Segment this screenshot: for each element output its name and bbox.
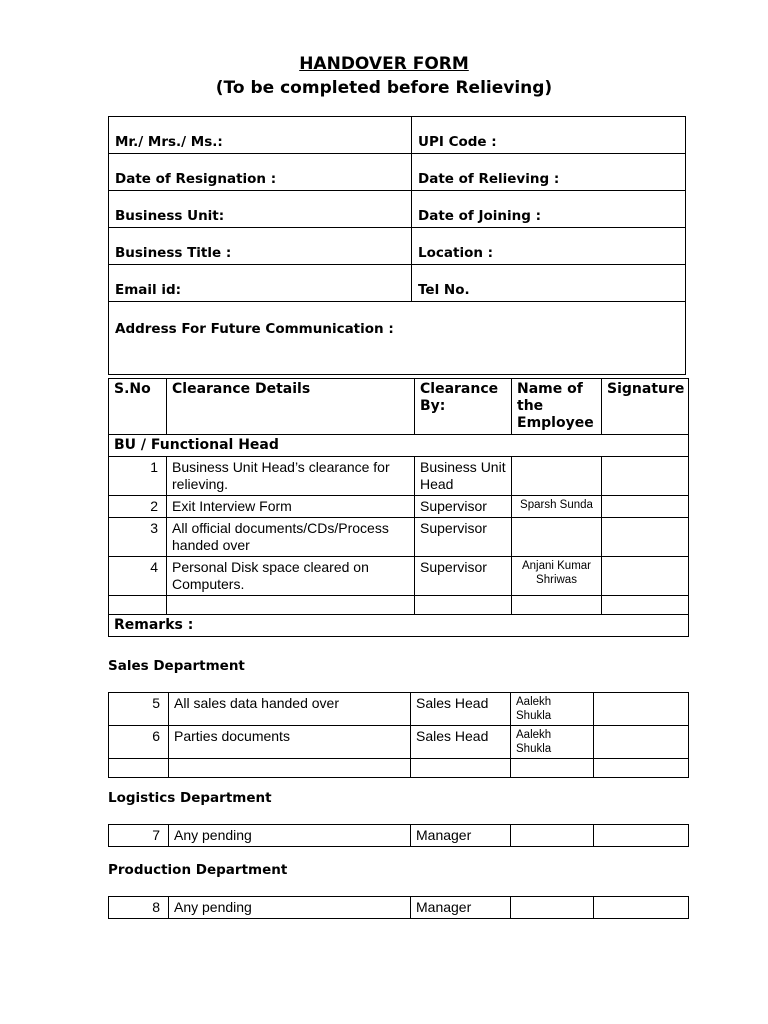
row-signature[interactable] xyxy=(594,693,689,726)
row-employee-name[interactable] xyxy=(512,457,602,496)
row-clearance-by: Sales Head xyxy=(411,726,511,759)
row-employee-name[interactable] xyxy=(511,825,594,847)
table-row xyxy=(109,693,689,726)
header-clearance-details: Clearance Details xyxy=(167,379,415,435)
table-row xyxy=(109,518,689,557)
row-sno: 1 xyxy=(109,457,167,496)
row-clearance-by: Supervisor xyxy=(415,557,512,596)
date-of-relieving-field[interactable]: Date of Relieving : xyxy=(412,154,686,191)
row-sno: 4 xyxy=(109,557,167,596)
name-field[interactable]: Mr./ Mrs./ Ms.: xyxy=(109,117,412,154)
remarks-field[interactable]: Remarks : xyxy=(109,615,689,637)
row-employee-name[interactable]: Aalekh Shukla xyxy=(511,726,594,759)
row-sno: 5 xyxy=(109,693,169,726)
row-sno: 7 xyxy=(109,825,169,847)
row-sno: 3 xyxy=(109,518,167,557)
tel-field[interactable]: Tel No. xyxy=(412,265,686,302)
row-signature[interactable] xyxy=(602,518,689,557)
row-signature[interactable] xyxy=(594,897,689,919)
form-subtitle: (To be completed before Relieving) xyxy=(215,78,553,98)
row-clearance-by: Manager xyxy=(411,897,511,919)
header-sno: S.No xyxy=(109,379,167,435)
row-details: Any pending xyxy=(169,825,411,847)
table-row xyxy=(109,825,689,847)
row-clearance-by: Sales Head xyxy=(411,693,511,726)
row-sno: 2 xyxy=(109,496,167,518)
row-clearance-by: Business Unit Head xyxy=(415,457,512,496)
row-employee-name[interactable]: Aalekh Shukla xyxy=(511,693,594,726)
row-signature[interactable] xyxy=(594,726,689,759)
table-row xyxy=(109,457,689,496)
logistics-table xyxy=(108,824,689,847)
bu-section-heading: BU / Functional Head xyxy=(109,435,689,457)
logistics-department-heading: Logistics Department xyxy=(108,790,272,806)
row-signature[interactable] xyxy=(602,557,689,596)
row-employee-name[interactable] xyxy=(512,518,602,557)
row-signature[interactable] xyxy=(594,825,689,847)
date-of-joining-field[interactable]: Date of Joining : xyxy=(412,191,686,228)
table-row-empty xyxy=(109,596,689,615)
sales-department-heading: Sales Department xyxy=(108,658,245,674)
row-details: Any pending xyxy=(169,897,411,919)
table-row xyxy=(109,726,689,759)
production-department-heading: Production Department xyxy=(108,862,288,878)
table-row xyxy=(109,897,689,919)
employee-details-table xyxy=(108,116,686,375)
table-row xyxy=(109,496,689,518)
row-details: Business Unit Head’s clearance for relieving. xyxy=(167,457,415,496)
business-title-field[interactable]: Business Title : xyxy=(109,228,412,265)
business-unit-field[interactable]: Business Unit: xyxy=(109,191,412,228)
row-employee-name[interactable]: Anjani Kumar Shriwas xyxy=(512,557,602,596)
header-signature: Signature xyxy=(602,379,689,435)
form-title: HANDOVER FORM xyxy=(299,54,469,74)
address-field[interactable]: Address For Future Communication : xyxy=(109,302,686,375)
row-sno: 8 xyxy=(109,897,169,919)
clearance-table xyxy=(108,378,689,637)
row-clearance-by: Supervisor xyxy=(415,496,512,518)
header-employee-name: Name of the Employee xyxy=(512,379,602,435)
row-details: All sales data handed over xyxy=(169,693,411,726)
email-field[interactable]: Email id: xyxy=(109,265,412,302)
table-row xyxy=(109,557,689,596)
location-field[interactable]: Location : xyxy=(412,228,686,265)
table-row-empty xyxy=(109,759,689,778)
row-employee-name[interactable] xyxy=(511,897,594,919)
row-signature[interactable] xyxy=(602,496,689,518)
row-signature[interactable] xyxy=(602,457,689,496)
sales-table xyxy=(108,692,689,778)
row-details: Personal Disk space cleared on Computers. xyxy=(167,557,415,596)
date-of-resignation-field[interactable]: Date of Resignation : xyxy=(109,154,412,191)
row-clearance-by: Manager xyxy=(411,825,511,847)
header-clearance-by: Clearance By: xyxy=(415,379,512,435)
upi-code-field[interactable]: UPI Code : xyxy=(412,117,686,154)
row-details: Parties documents xyxy=(169,726,411,759)
row-sno: 6 xyxy=(109,726,169,759)
row-clearance-by: Supervisor xyxy=(415,518,512,557)
row-details: Exit Interview Form xyxy=(167,496,415,518)
row-employee-name[interactable]: Sparsh Sunda xyxy=(512,496,602,518)
production-table xyxy=(108,896,689,919)
row-details: All official documents/CDs/Process handed over xyxy=(167,518,415,557)
